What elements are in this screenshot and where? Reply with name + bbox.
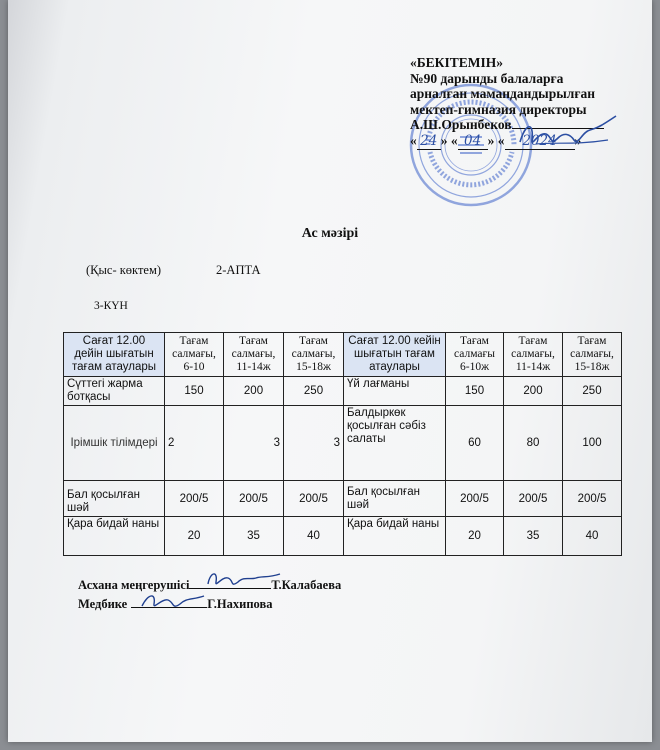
table-cell: 60 (446, 406, 504, 481)
table-row (64, 406, 622, 481)
table-cell: 100 (563, 406, 622, 481)
header-cell: Тағам салмағы, 11-14ж (224, 333, 284, 377)
table-cell: 35 (504, 517, 563, 556)
table-cell: Балдыркөк қосылған сәбіз салаты (344, 406, 446, 481)
header-cell: Тағам салмағы 6-10ж (446, 333, 504, 377)
header-cell: Тағам салмағы, 6-10 (165, 333, 224, 377)
table-cell: 2 (165, 406, 224, 481)
header-cell: Тағам салмағы, 15-18ж (284, 333, 344, 377)
approval-heading: «БЕКІТЕМІН» (410, 55, 503, 70)
table-row (64, 481, 622, 517)
table-cell: 80 (504, 406, 563, 481)
kitchen-head-name: Т.Калабаева (271, 578, 342, 592)
table-cell: 20 (165, 517, 224, 556)
table-cell: 150 (446, 377, 504, 406)
season-label: (Қыс- көктем) (86, 263, 162, 277)
table-cell: Қара бидай наны (64, 517, 165, 556)
table-cell: 150 (165, 377, 224, 406)
table-header-row (64, 333, 622, 377)
table-cell: 200 (224, 377, 284, 406)
table-cell: 250 (563, 377, 622, 406)
approval-line-2: арналған мамандандырылған (410, 86, 596, 101)
table-cell: 250 (284, 377, 344, 406)
table-cell: 3 (224, 406, 284, 481)
document-title: Ас мәзірі (301, 226, 359, 241)
table-cell: 200/5 (165, 481, 224, 517)
table-cell: 3 (284, 406, 344, 481)
kitchen-head-label: Асхана меңгерушісі (78, 578, 190, 592)
table-cell: 200/5 (504, 481, 563, 517)
menu-table (63, 332, 622, 556)
table-cell: Үй лағманы (344, 377, 446, 406)
table-cell: 200 (504, 377, 563, 406)
table-row (64, 517, 622, 556)
table-cell: 35 (224, 517, 284, 556)
table-cell: 200/5 (284, 481, 344, 517)
table-cell: Бал қосылған шәй (64, 481, 165, 517)
nurse-label: Медбике (78, 597, 128, 611)
table-cell: 200/5 (224, 481, 284, 517)
header-cell: Сағат 12.00 дейін шығатын тағам атаулары (64, 333, 165, 377)
header-cell: Тағам салмағы, 15-18ж (563, 333, 622, 377)
table-row (64, 377, 622, 406)
director-signature (516, 112, 621, 158)
day-label: 3-КҮН (94, 300, 128, 312)
table-cell: Қара бидай наны (344, 517, 446, 556)
table-cell: Ірімшік тілімдері (64, 406, 165, 481)
nurse-signature (138, 586, 208, 614)
document-page (8, 0, 652, 742)
kitchen-head-signature (204, 566, 284, 592)
approval-line-3: мектеп-гимназия директоры (410, 101, 587, 117)
table-cell: 20 (446, 517, 504, 556)
header-cell: Сағат 12.00 кейін шығатын тағам атаулары (344, 333, 446, 377)
approval-date: « 24 » « 04 » « 2024 » (410, 132, 582, 149)
date-year: 2024 (505, 134, 575, 151)
table-cell: 200/5 (563, 481, 622, 517)
table-cell: Бал қосылған шәй (344, 481, 446, 517)
table-cell: 200/5 (446, 481, 504, 517)
table-cell: 40 (563, 517, 622, 556)
header-cell: Тағам салмағы, 11-14ж (504, 333, 563, 377)
table-cell: 40 (284, 517, 344, 556)
director-name: А.Ш.Орынбеков (410, 117, 512, 132)
table-cell: Сүттегі жарма ботқасы (64, 377, 165, 406)
nurse-name: Г.Нахипова (207, 597, 273, 611)
date-month: 04 (458, 134, 488, 151)
date-day: 24 (417, 134, 441, 151)
approval-line-1: №90 дарынды балаларға (410, 70, 564, 86)
week-label: 2-АПТА (216, 263, 261, 277)
